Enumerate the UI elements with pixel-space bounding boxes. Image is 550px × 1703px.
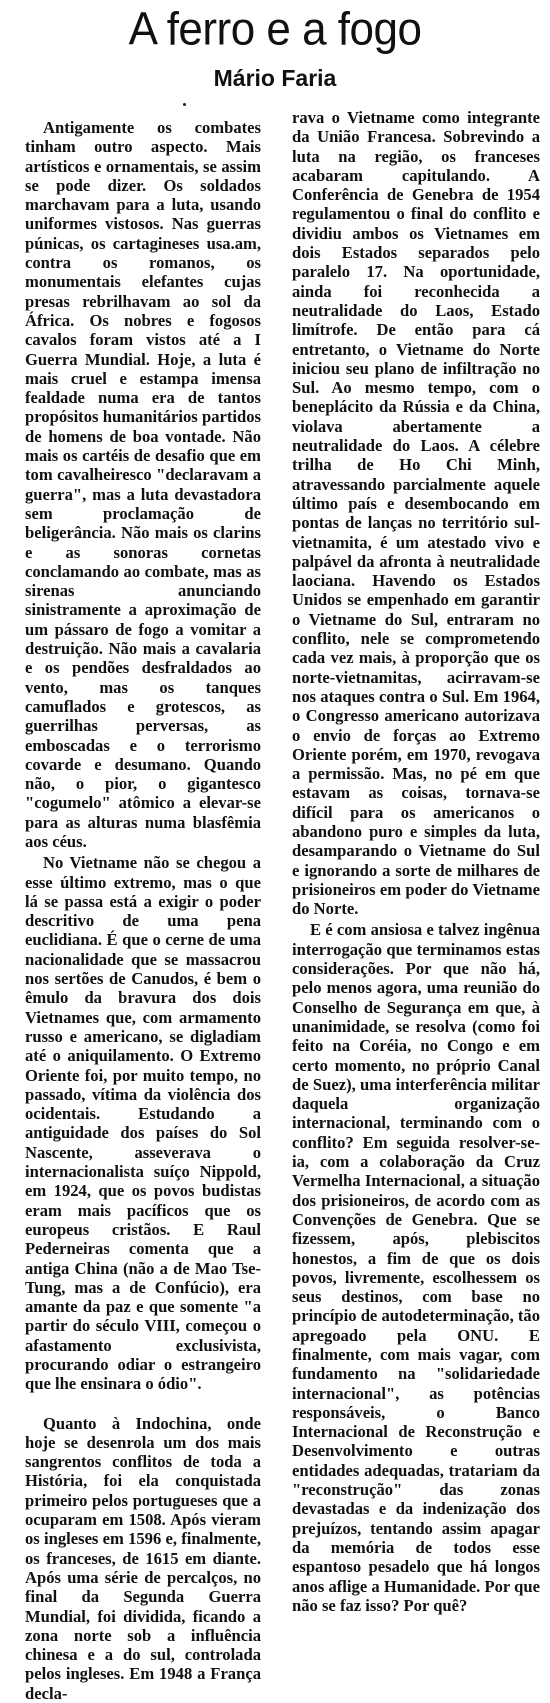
separator-dot: [183, 103, 186, 106]
article-headline: A ferro e a fogo: [128, 3, 422, 56]
paragraph: No Vietname não se chegou a esse último extremo, mas o que lá se passa está a exigir o poder descritivo de uma pena euclidiana. É que o cerne de uma nacionalidade que se massacrou nos sertões de Canudos, é bem o êmulo da bravura dos dois Vietnames que, com armamento russo e americano, se digladiam até o aniquilamento. O Extremo Oriente foi, por muito tempo, no passado, vítima da violência dos ocidentais. Estudando a antiguidade dos países do Sol Nascente, asseverava o internacionalista suíço Nippold, em 1924, que os povos budistas eram mais pacíficos que os europeus cristãos. E Raul Pederneiras comenta que a antiga China (não a de Mao Tse-Tung, mas a de Confúcio), era amante da paz e que somente "a partir do século VIII, começou o afastamento exclusivista, procurando odiar o estrangeiro que lhe ensinara o ódio".: [25, 853, 261, 1394]
left-column: [25, 118, 261, 1703]
paragraph: Antigamente os combates tinham outro aspecto. Mais artísticos e ornamentais, se assim se pode dizer. Os soldados marchavam para a luta, usando uniformes vistosos. Nas guerras púnicas, os cartagineses usa.am, contra os romanos, os monumentais elefantes cujas presas rebrilhavam ao sol da África. Os nobres e fogosos cavalos foram vistos até a I Guerra Mundial. Hoje, a luta é mais cruel e estampa imensa fealdade numa era de tantos propósitos humanitários partidos de homens de boa vontade. Não mais os cartéis de desafio que em tom cavalheiresco "declaravam a guerra", mas a luta devastadora sem proclamação de beligerância. Não mais os clarins e as sonoras cornetas conclamando ao combate, mas as sirenas anunciando sinistramente a aproximação de um pássaro de fogo a vomitar a destruição. Não mais a cavalaria e os pendões desfraldados ao vento, mas os tanques camuflados e grotescos, as guerrilhas perversas, as emboscadas e o terrorismo covarde e desumano. Quando não, o pior, o gigantesco "cogumelo" atômico a elevar-se para as alturas numa blasfêmia aos céus.: [25, 118, 261, 851]
paragraph: E é com ansiosa e talvez ingênua interrogação que terminamos estas considerações. Por que não há, pelo menos agora, uma reunião do Conselho de Segurança em que, à unanimidade, se resolva (como foi feito na Coréia, no Congo e em certo momento, no próprio Canal de Suez), uma interferência militar daquela organização internacional, terminando com o conflito? Em seguida resolver-se-ia, com a colaboração da Cruz Vermelha Internacional, a situação dos prisioneiros, de acordo com as Convenções de Genebra. Que se fizessem, após, plebiscitos honestos, a fim de que os dois povos, livremente, escolhessem os seus destinos, com base no princípio de autodeterminação, tão apregoado pela ONU. E finalmente, com mais vagar, com fundamento na "solidariedade internacional", as potências responsáveis, o Banco Internacional de Reconstrução e Desenvolvimento e outras entidades adequadas, tratariam da "reconstrução" das zonas devastadas e da indenização dos prejuízos, tentando assim apagar da memória de todos esse espantoso pesadelo que há longos anos aflige a Humanidade. Por que não se faz isso? Por quê?: [292, 920, 540, 1615]
right-column: [292, 108, 540, 1615]
article-byline: Mário Faria: [213, 65, 337, 91]
paragraph: Quanto à Indochina, onde hoje se desenrola um dos mais sangrentos conflitos de toda a História, foi ela conquistada primeiro pelos portugueses que a ocuparam em 1508. Após vieram os ingleses em 1596 e, finalmente, os franceses, de 1615 em diante. Após uma série de percalços, no final da Segunda Guerra Mundial, foi dividida, ficando a zona norte sob a influência chinesa e a do sul, controlada pelos ingleses. Em 1948 a França decla-: [25, 1413, 261, 1703]
paragraph: rava o Vietname como integrante da União Francesa. Sobrevindo a luta na região, os franceses acabaram capitulando. A Conferência de Genebra de 1954 regulamentou o final do conflito e dividiu ambos os Vietnames em dois Estados separados pelo paralelo 17. Na oportunidade, ainda foi reconhecida a neutralidade do Laos, Estado limítrofe. De então para cá entretanto, o Vietname do Norte iniciou seu plano de infiltração no Sul. Ao mesmo tempo, com o beneplácito da Rússia e da China, violava abertamente a neutralidade do Laos. A célebre trilha de Ho Chi Minh, atravessando parcialmente aquele último país e desembocando em pontas de lanças no território sul-vietnamita, é um atestado vivo e palpável da afronta à neutralidade laociana. Havendo os Estados Unidos se empenhado em garantir o Vietname do Sul, entraram no conflito, nele se comprometendo cada vez mais, à proporção que os norte-vietnamitas, acirravam-se nos ataques contra o Sul. Em 1964, o Congresso americano autorizava o envio de forças ao Extremo Oriente porém, em 1970, revogava a permissão. Mas, no pé em que estavam as coisas, tornava-se difícil para os americanos o abandono puro e simples da luta, desamparando o Vietname do Sul e ignorando a sorte de milhares de prisioneiros em poder do Vietname do Norte.: [292, 108, 540, 919]
